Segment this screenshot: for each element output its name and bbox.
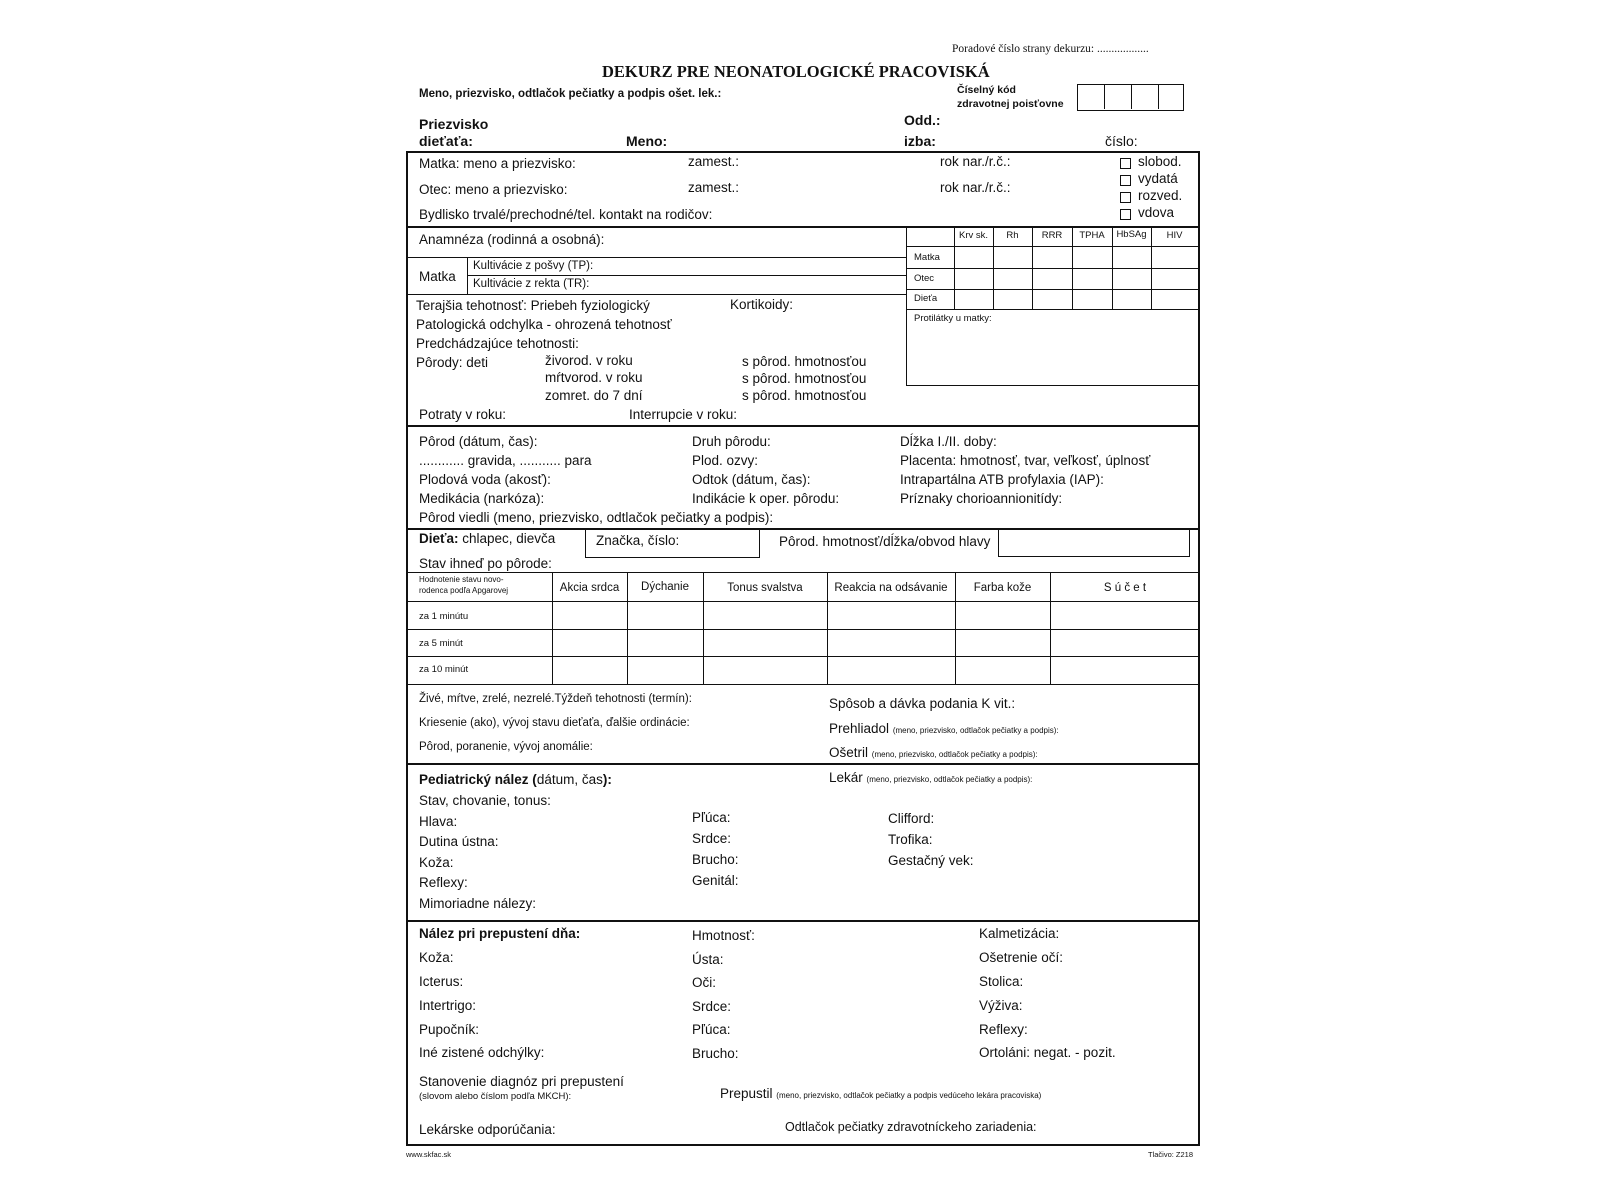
birth-type-label: Druh pôrodu:	[692, 434, 771, 449]
birth-weight-label: Pôrod. hmotnosť/dĺžka/obvod hlavy	[779, 534, 991, 549]
ped-head-label: Hlava:	[419, 814, 458, 829]
child-sex-label: Dieťa: chlapec, dievča	[419, 531, 556, 546]
lab-col-hiv: HIV	[1166, 230, 1183, 241]
weight-label-2: s pôrod. hmotnosťou	[742, 371, 867, 386]
status-checkbox-married[interactable]	[1120, 175, 1131, 186]
birth-led-by-label: Pôrod viedli (meno, priezvisko, odtlačok pečiatky a podpis):	[419, 510, 774, 525]
state-after-birth-label: Stav ihneď po pôrode:	[419, 556, 552, 571]
apgar-col-reaction: Reakcia na odsávanie	[834, 582, 948, 594]
insurer-code-label-2: zdravotnej poisťovne	[957, 98, 1064, 110]
residence-label: Bydlisko trvalé/prechodné/tel. kontakt na rodičov:	[419, 207, 713, 222]
recommendations-label: Lekárske odporúčania:	[419, 1122, 556, 1137]
status-checkbox-widowed[interactable]	[1120, 209, 1131, 220]
dis-eye-care-label: Ošetrenie očí:	[979, 950, 1064, 965]
lab-col-rh: Rh	[1006, 230, 1019, 241]
died-7days-label: zomret. do 7 dní	[545, 388, 643, 403]
apgar-row-10min: za 10 minút	[419, 664, 469, 675]
apgar-row-5min: za 5 minút	[419, 638, 463, 649]
injury-label: Pôrod, poranenie, vývoj anomálie:	[419, 741, 593, 753]
lab-col-blood-type: Krv sk.	[958, 230, 989, 241]
form-title: DEKURZ PRE NEONATOLOGICKÉ PRACOVISKÁ	[602, 62, 990, 81]
anamnesis-label: Anamnéza (rodinná a osobná):	[419, 232, 605, 247]
vitamin-k-label: Spôsob a dávka podania K vit.:	[829, 696, 1016, 711]
status-divorced-label: rozved.	[1138, 188, 1183, 203]
treated-by-label: Ošetril (meno, priezvisko, odtlačok pečiatky a podpis):	[829, 745, 1038, 760]
placenta-label: Placenta: hmotnosť, tvar, veľkosť, úplnosť	[900, 453, 1151, 468]
maturity-label: Živé, mŕtve, zrelé, nezrelé.Týždeň tehotnosti (termín):	[419, 693, 692, 705]
dis-umbilical-label: Pupočník:	[419, 1022, 480, 1037]
facility-stamp-label: Odtlačok pečiatky zdravotníckeho zariadenia:	[785, 1120, 1037, 1134]
status-widowed-label: vdova	[1138, 205, 1175, 220]
website-label: www.skfac.sk	[406, 1150, 452, 1159]
divider	[406, 920, 1200, 922]
resuscitation-label: Kriesenie (ako), vývoj stavu dieťaťa, ďalšie ordinácie:	[419, 717, 690, 729]
lab-col-hbsag: HbSAg	[1116, 229, 1147, 240]
dis-mouth-label: Ústa:	[692, 952, 724, 967]
lab-row-child: Dieťa	[914, 293, 938, 304]
divider	[406, 425, 1200, 427]
stillborn-label: mŕtvorod. v roku	[545, 370, 643, 385]
status-single-label: slobod.	[1138, 154, 1182, 169]
doctor-label: Lekár (meno, priezvisko, odtlačok pečiatky a podpis):	[829, 770, 1033, 785]
dis-weight-label: Hmotnosť:	[692, 928, 755, 943]
ped-extraordinary-label: Mimoriadne nálezy:	[419, 896, 537, 911]
mother-culture-label: Matka	[419, 269, 456, 284]
child-surname-label-2: dieťaťa:	[419, 133, 473, 149]
examined-by-label: Prehliadol (meno, priezvisko, odtlačok pečiatky a podpis):	[829, 721, 1059, 736]
ped-gestational-label: Gestačný vek:	[888, 853, 974, 868]
divider	[406, 226, 1200, 228]
status-checkbox-divorced[interactable]	[1120, 192, 1131, 203]
mother-birth-label: rok nar./r.č.:	[940, 154, 1011, 169]
room-label: izba:	[904, 133, 936, 149]
apgar-col-breathing: Dýchanie	[641, 581, 689, 593]
lab-col-rrr: RRR	[1041, 230, 1063, 241]
divider	[467, 275, 906, 276]
dis-skin-label: Koža:	[419, 950, 454, 965]
ped-skin-label: Koža:	[419, 855, 454, 870]
dis-bcg-label: Kalmetizácia:	[979, 926, 1060, 941]
diagnosis-note: (slovom alebo číslom podľa MKCH):	[419, 1091, 572, 1102]
apgar-header-label-2: rodenca podľa Apgarovej	[419, 586, 509, 595]
indications-label: Indikácie k oper. pôrodu:	[692, 491, 840, 506]
iap-label: Intrapartálna ATB profylaxia (IAP):	[900, 472, 1104, 487]
ped-reflexes-label: Reflexy:	[419, 875, 468, 890]
father-employment-label: zamest.:	[688, 180, 740, 195]
gravida-para-label: ............ gravida, ........... para	[419, 453, 592, 468]
child-surname-label: Priezvisko	[419, 116, 489, 132]
pediatric-finding-title: Pediatrický nález (dátum, čas):	[419, 772, 612, 787]
vaginal-culture-label: Kultivácie z pošvy (TP):	[473, 260, 594, 272]
rectal-culture-label: Kultivácie z rekta (TR):	[473, 278, 590, 290]
outflow-label: Odtok (dátum, čas):	[692, 472, 811, 487]
lab-col-tpha: TPHA	[1079, 230, 1105, 241]
apgar-col-tonus: Tonus svalstva	[727, 582, 803, 594]
ped-abdomen-label: Brucho:	[692, 852, 739, 867]
ped-heart-label: Srdce:	[692, 831, 732, 846]
attending-doctor-label: Meno, priezvisko, odtlačok pečiatky a podpis ošet. lek.:	[419, 88, 722, 100]
corticoids-label: Kortikoidy:	[730, 297, 794, 312]
mother-name-label: Matka: meno a priezvisko:	[419, 156, 576, 171]
chorioamnionitis-label: Príznaky chorioannionitídy:	[900, 491, 1063, 506]
dis-other-label: Iné zistené odchýlky:	[419, 1045, 545, 1060]
amniotic-fluid-label: Plodová voda (akosť):	[419, 472, 551, 487]
apgar-col-heart: Akcia srdca	[559, 582, 620, 594]
pregnancy-course-label: Terajšia tehotnosť: Priebeh fyziologický	[416, 298, 650, 313]
births-label: Pôrody: deti	[416, 355, 489, 370]
divider	[406, 763, 1200, 765]
diagnosis-label: Stanovenie diagnóz pri prepustení	[419, 1074, 624, 1089]
discharged-by-label: Prepustil (meno, priezvisko, odtlačok pečiatky a podpis vedúceho lekára pracoviska)	[720, 1086, 1042, 1101]
weight-label-1: s pôrod. hmotnosťou	[742, 354, 867, 369]
dis-reflexes-label: Reflexy:	[979, 1022, 1028, 1037]
apgar-header-label: Hodnotenie stavu novo-	[419, 575, 504, 584]
antibodies-label: Protilátky u matky:	[914, 313, 992, 324]
divider	[406, 294, 906, 295]
weight-label-3: s pôrod. hmotnosťou	[742, 388, 867, 403]
divider	[406, 257, 906, 258]
discharge-title: Nález pri prepustení dňa:	[419, 926, 581, 941]
status-married-label: vydatá	[1138, 171, 1178, 186]
liveborn-label: živorod. v roku	[545, 353, 633, 368]
lab-row-mother: Matka	[914, 252, 940, 263]
form-code-label: Tlačivo: Z218	[1148, 1150, 1194, 1159]
fetal-heart-label: Plod. ozvy:	[692, 453, 759, 468]
apgar-col-skin: Farba kože	[973, 582, 1032, 594]
tag-number-label: Značka, číslo:	[596, 533, 680, 548]
page-number-label: Poradové číslo strany dekurzu: ..................	[952, 43, 1149, 55]
father-name-label: Otec: meno a priezvisko:	[419, 182, 568, 197]
ped-lungs-label: Pľúca:	[692, 810, 731, 825]
apgar-col-sum: S ú č e t	[1103, 582, 1147, 594]
status-checkbox-single[interactable]	[1120, 158, 1131, 169]
ped-clifford-label: Clifford:	[888, 811, 935, 826]
dis-eyes-label: Oči:	[692, 975, 717, 990]
medication-label: Medikácia (narkóza):	[419, 491, 545, 506]
dis-stool-label: Stolica:	[979, 974, 1024, 989]
pathology-label: Patologická odchylka - ohrozená tehotnosť	[416, 317, 672, 332]
number-label: číslo:	[1105, 133, 1138, 149]
insurer-code-label: Číselný kód	[957, 84, 1016, 96]
apgar-row-1min: za 1 minútu	[419, 611, 469, 622]
mother-employment-label: zamest.:	[688, 154, 740, 169]
ped-genital-label: Genitál:	[692, 873, 739, 888]
miscarriages-label: Potraty v roku:	[419, 407, 507, 422]
dis-lungs-label: Pľúca:	[692, 1022, 731, 1037]
child-name-label: Meno:	[626, 133, 668, 149]
dis-intertrigo-label: Intertrigo:	[419, 998, 477, 1013]
department-label: Odd.:	[904, 112, 941, 128]
labor-duration-label: Dĺžka I./II. doby:	[900, 434, 997, 449]
dis-abdomen-label: Brucho:	[692, 1046, 739, 1061]
previous-pregnancies-label: Predchádzajúce tehotnosti:	[416, 336, 579, 351]
abortions-label: Interrupcie v roku:	[629, 407, 738, 422]
birth-weight-box[interactable]	[998, 529, 1190, 557]
insurer-code-boxes[interactable]	[1077, 84, 1184, 111]
dis-ortolani-label: Ortoláni: negat. - pozit.	[979, 1045, 1116, 1060]
dis-heart-label: Srdce:	[692, 999, 732, 1014]
dis-nutrition-label: Výživa:	[979, 998, 1023, 1013]
father-birth-label: rok nar./r.č.:	[940, 180, 1011, 195]
lab-row-father: Otec	[914, 273, 935, 284]
birth-date-label: Pôrod (dátum, čas):	[419, 434, 538, 449]
dis-icterus-label: Icterus:	[419, 974, 464, 989]
ped-state-label: Stav, chovanie, tonus:	[419, 793, 551, 808]
ped-trophic-label: Trofika:	[888, 832, 933, 847]
ped-mouth-label: Dutina ústna:	[419, 834, 499, 849]
